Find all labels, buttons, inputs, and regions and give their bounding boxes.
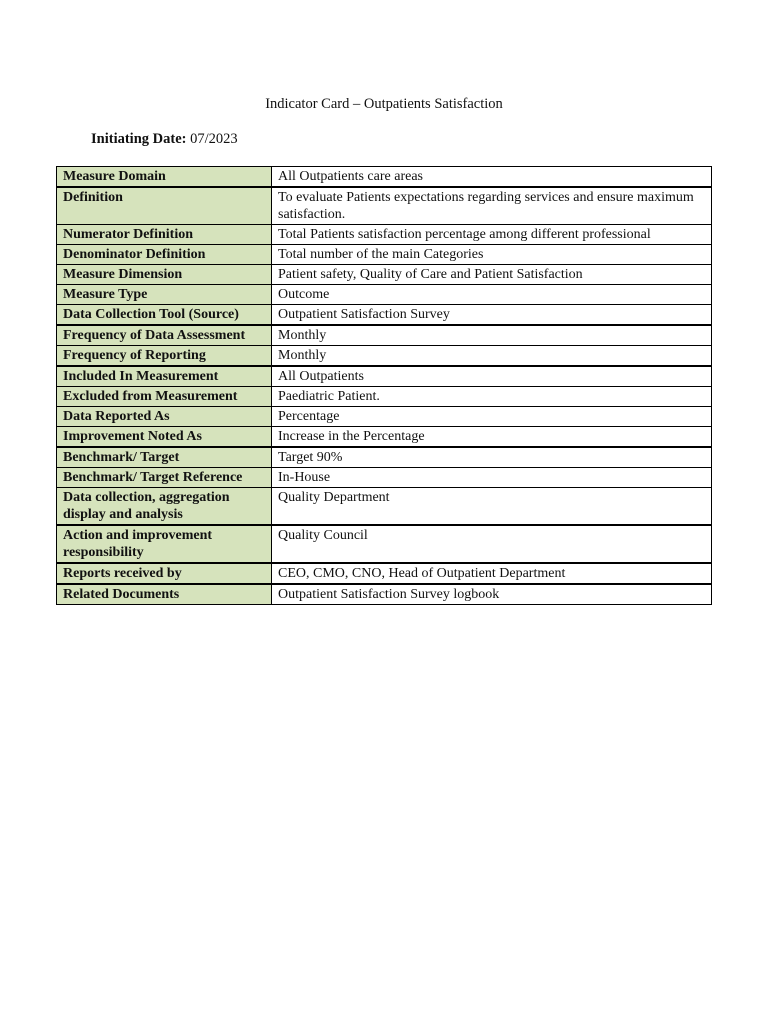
row-value: Quality Council [272, 525, 712, 563]
table-row [57, 468, 712, 488]
table-row [57, 265, 712, 285]
row-key: Improvement Noted As [57, 427, 272, 448]
table-row [57, 488, 712, 526]
row-value: Patient safety, Quality of Care and Patient Satisfaction [272, 265, 712, 285]
row-key: Definition [57, 187, 272, 225]
row-value: Percentage [272, 407, 712, 427]
row-key: Data Collection Tool (Source) [57, 305, 272, 326]
table-row [57, 225, 712, 245]
row-key: Benchmark/ Target [57, 447, 272, 468]
table-row [57, 366, 712, 387]
table-row [57, 285, 712, 305]
row-value: To evaluate Patients expectations regarding services and ensure maximum satisfaction. [272, 187, 712, 225]
row-value: All Outpatients care areas [272, 167, 712, 188]
initiating-date-label: Initiating Date: [91, 131, 187, 147]
row-key: Excluded from Measurement [57, 387, 272, 407]
table-row [57, 447, 712, 468]
table-row [57, 325, 712, 346]
initiating-date-value: 07/2023 [190, 131, 238, 147]
row-value: Monthly [272, 346, 712, 367]
row-key: Numerator Definition [57, 225, 272, 245]
row-value: In-House [272, 468, 712, 488]
row-value: Total number of the main Categories [272, 245, 712, 265]
row-key: Data Reported As [57, 407, 272, 427]
table-row [57, 187, 712, 225]
row-key: Measure Dimension [57, 265, 272, 285]
row-key: Benchmark/ Target Reference [57, 468, 272, 488]
table-row [57, 305, 712, 326]
row-value: Increase in the Percentage [272, 427, 712, 448]
table-row [57, 584, 712, 605]
row-value: Total Patients satisfaction percentage among different professional [272, 225, 712, 245]
row-key: Frequency of Data Assessment [57, 325, 272, 346]
row-key: Measure Domain [57, 167, 272, 188]
table-row [57, 167, 712, 188]
row-value: Target 90% [272, 447, 712, 468]
row-key: Data collection, aggregation display and analysis [57, 488, 272, 526]
row-value: Outcome [272, 285, 712, 305]
row-value: All Outpatients [272, 366, 712, 387]
row-key: Reports received by [57, 563, 272, 584]
row-value: CEO, CMO, CNO, Head of Outpatient Department [272, 563, 712, 584]
row-value: Outpatient Satisfaction Survey [272, 305, 712, 326]
row-value: Quality Department [272, 488, 712, 526]
table-row [57, 387, 712, 407]
table-row [57, 407, 712, 427]
row-key: Frequency of Reporting [57, 346, 272, 367]
row-key: Denominator Definition [57, 245, 272, 265]
table-row [57, 245, 712, 265]
initiating-date [91, 130, 238, 148]
row-key: Included In Measurement [57, 366, 272, 387]
row-key: Action and improvement responsibility [57, 525, 272, 563]
table-row [57, 346, 712, 367]
row-key: Measure Type [57, 285, 272, 305]
page-title: Indicator Card – Outpatients Satisfaction [265, 96, 503, 112]
row-value: Paediatric Patient. [272, 387, 712, 407]
indicator-table [56, 166, 712, 605]
table-row [57, 525, 712, 563]
row-value: Outpatient Satisfaction Survey logbook [272, 584, 712, 605]
row-value: Monthly [272, 325, 712, 346]
row-key: Related Documents [57, 584, 272, 605]
table-row [57, 427, 712, 448]
table-row [57, 563, 712, 584]
